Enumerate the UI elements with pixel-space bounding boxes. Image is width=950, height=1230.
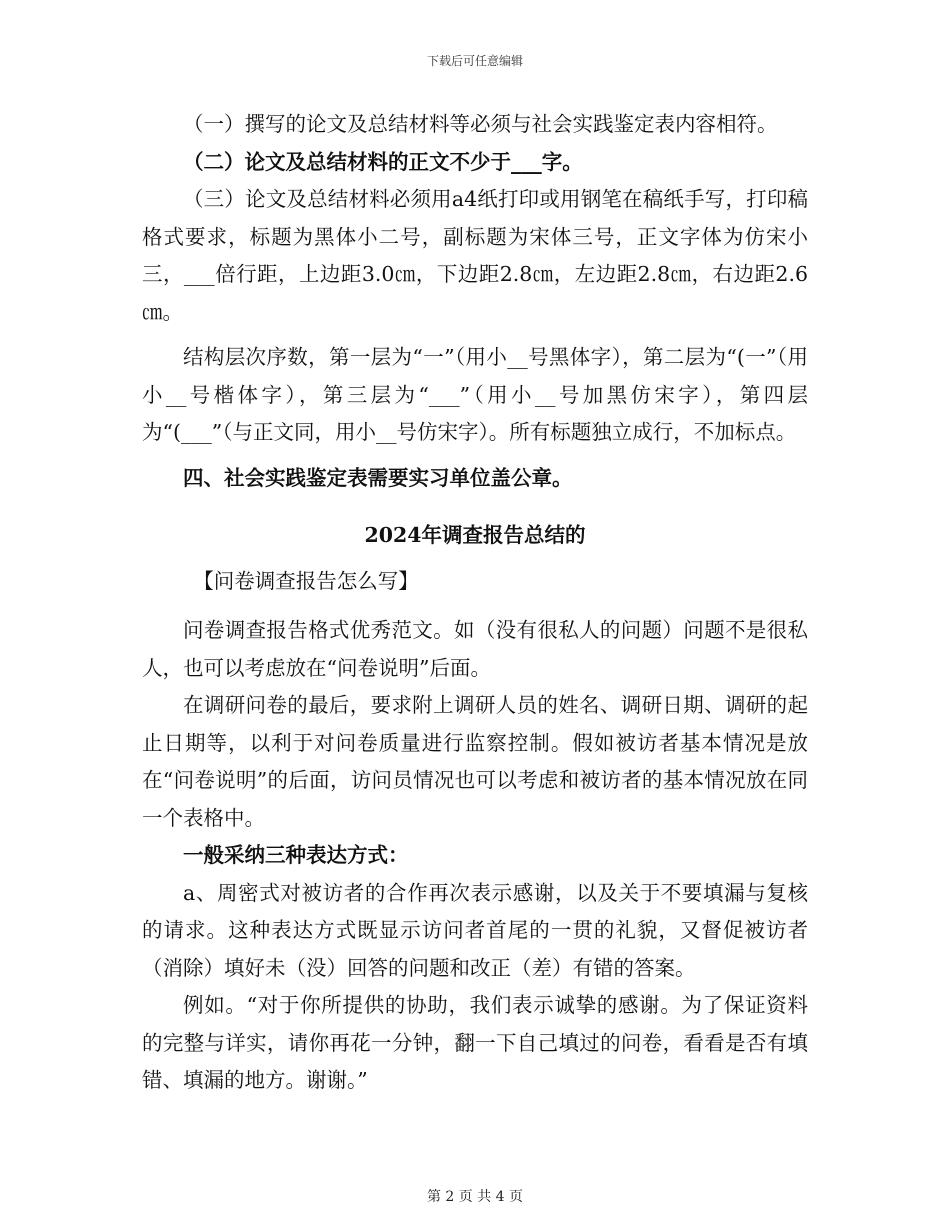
paragraph-6: 问卷调查报告格式优秀范文。如（没有很私人的问题）问题不是很私人，也可以考虑放在“问卷说明”后面。 [142, 618, 808, 680]
paragraph-4: 结构层次序数，第一层为“一”（用小__号黑体字），第二层为“(一”（用小__号楷体字），第三层为“___”（用小__号加黑仿宋字），第四层为“(___”（与正文同，用小__号仿宋字）。所有标题独立成行，不加标点。 [142, 345, 808, 444]
paragraph-5: 四、社会实践鉴定表需要实习单位盖公章。 [183, 465, 573, 490]
paragraph-7: 在调研问卷的最后，要求附上调研人员的姓名、调研日期、调研的起止日期等，以利于对问卷质量进行监察控制。假如被访者基本情况是放在“问卷说明”的后面，访问员情况也可以考虑和被访者的基本情况放在同一个表格中。 [142, 693, 808, 830]
paragraph-9: a、周密式对被访者的合作再次表示感谢，以及关于不要填漏与复核的请求。这种表达方式既显示访问者首尾的一贯的礼貌，又督促被访者（消除）填好未（没）回答的问题和改正（差）有错的答案。 [142, 880, 808, 980]
bracket-subtitle: 【问卷调查报告怎么写】 [193, 568, 419, 593]
paragraph-3: （三）论文及总结材料必须用a4纸打印或用钢笔在稿纸手写，打印稿格式要求，标题为黑体小二号，副标题为宋体三号，正文字体为仿宋小三，___倍行距，上边距3.0㎝，下边距2.8㎝，左边距2.8㎝，右边距2.6㎝。 [142, 187, 808, 324]
paragraph-2: （二）论文及总结材料的正文不少于___字。 [183, 149, 583, 174]
section-title: 2024年调查报告总结的 [364, 523, 586, 547]
page-number: 第 2 页 共 4 页 [426, 1189, 524, 1205]
paragraph-10: 例如。“对于你所提供的协助，我们表示诚挚的感谢。为了保证资料的完整与详实，请你再花一分钟，翻一下自己填过的问卷，看看是否有填错、填漏的地方。谢谢。” [142, 993, 808, 1092]
document-body [142, 106, 808, 1100]
paragraph-8: 一般采纳三种表达方式： [183, 843, 409, 867]
paragraph-1: （一）撰写的论文及总结材料等必须与社会实践鉴定表内容相符。 [183, 112, 778, 136]
page-header: 下载后可任意编辑 [426, 54, 523, 68]
